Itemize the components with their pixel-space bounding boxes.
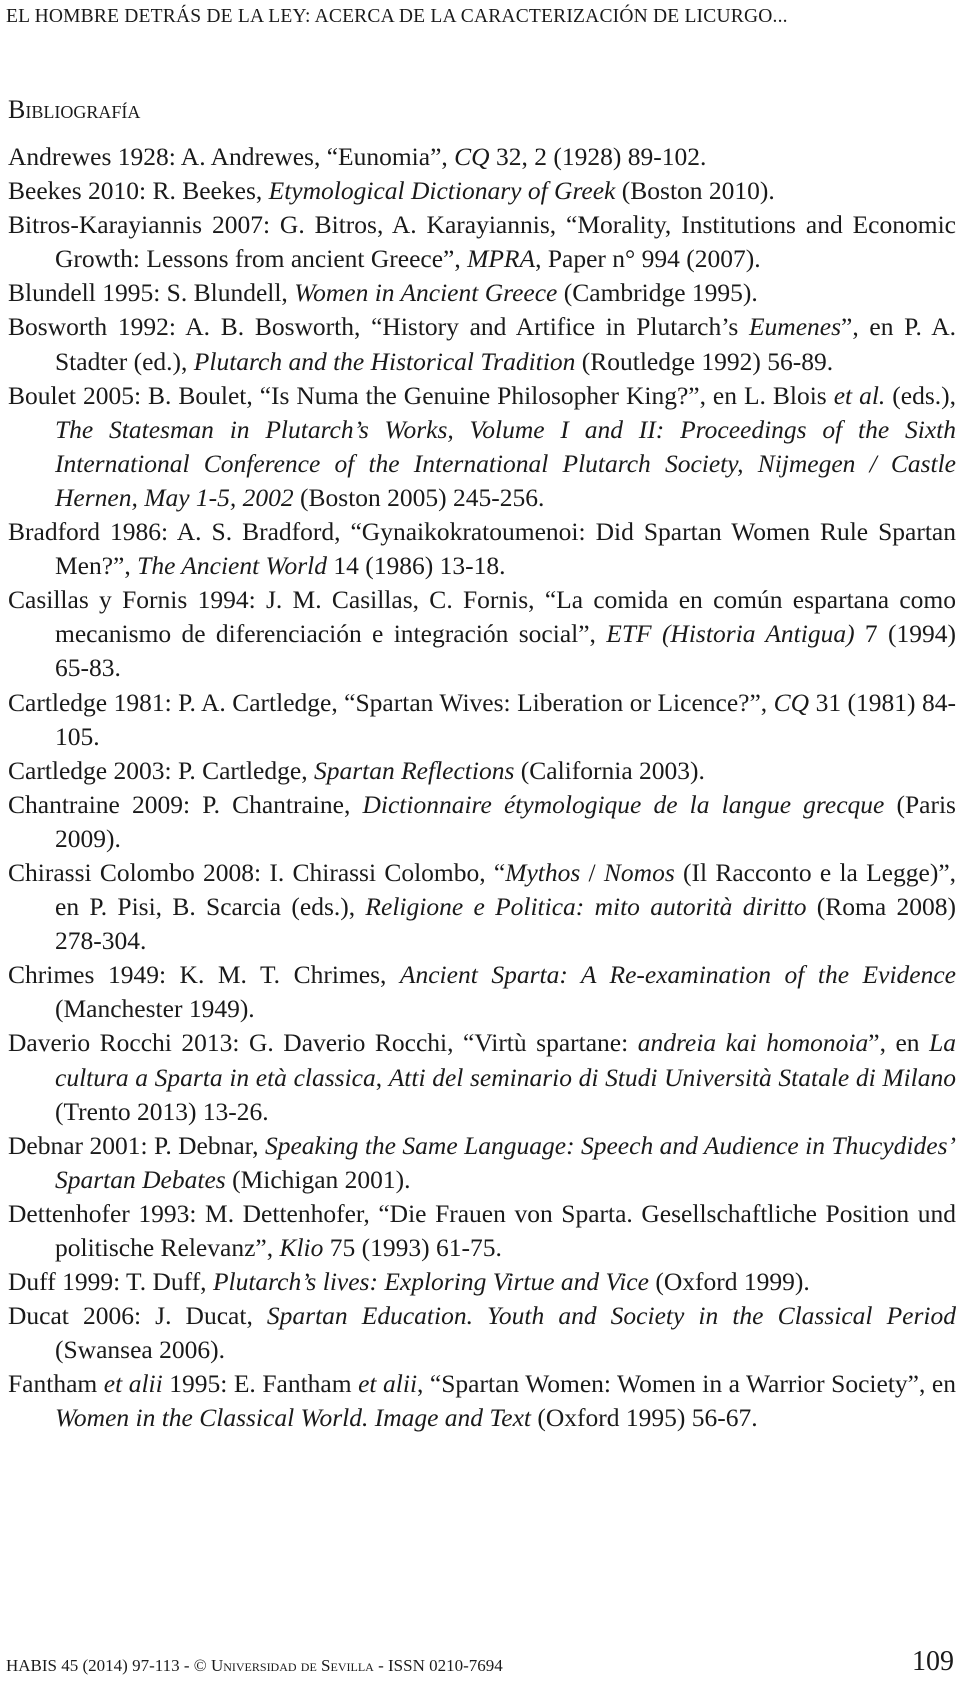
- entry-italic-text: et alii: [358, 1369, 418, 1399]
- bibliography-entry: [8, 958, 956, 1026]
- bibliography-entry: [8, 1026, 956, 1128]
- entry-text: (Oxford 1999).: [648, 1267, 810, 1297]
- bibliography-entry: [8, 379, 956, 515]
- bibliography-entry: [8, 174, 956, 208]
- bibliography-entry: [8, 140, 956, 174]
- entry-italic-text: ETF (Historia Antigua): [606, 619, 855, 649]
- entry-text: , Paper n° 994 (2007).: [535, 244, 761, 274]
- footer-publisher: Universidad de Sevilla: [210, 1656, 374, 1675]
- entry-italic-text: CQ: [773, 687, 810, 717]
- section-title: Bibliografía: [8, 95, 141, 124]
- bibliography-entry: [8, 856, 956, 958]
- entry-italic-text: Etymological Dictionary of Greek: [268, 176, 616, 206]
- entry-text: (Cambridge 1995).: [557, 278, 758, 308]
- entry-text: 75 (1993) 61-75.: [323, 1233, 502, 1262]
- entry-text: (Boston 2005) 245-256.: [293, 482, 545, 512]
- page-number: 109: [912, 1646, 954, 1677]
- entry-text: (Paris 2009).: [55, 789, 956, 853]
- entry-text: (Boston 2010).: [615, 176, 775, 206]
- entry-italic-text: andreia kai homonoia: [637, 1028, 869, 1058]
- entry-text: (Swansea 2006).: [55, 1335, 225, 1365]
- entry-italic-text: Eumenes: [748, 312, 842, 342]
- entry-text: Dettenhofer 1993: M. Dettenhofer, “Die Frauen von Sparta. Gesellschaftliche Position und politische Relevanz”,: [8, 1198, 956, 1262]
- entry-text: ”, en P. A. Stadter (ed.),: [55, 312, 956, 376]
- entry-italic-text: Klio: [279, 1233, 324, 1262]
- entry-text: 7 (1994) 65-83.: [55, 619, 956, 683]
- entry-italic-text: Speaking the Same Language: Speech and Audience in Thucydides’ Spartan Debates: [55, 1130, 956, 1194]
- entry-italic-text: CQ: [454, 142, 490, 171]
- footer-citation: [6, 1656, 503, 1676]
- entry-text: ,: [375, 1062, 389, 1092]
- entry-text: 14 (1986) 13-18.: [326, 551, 506, 581]
- bibliography-entry: [8, 310, 956, 378]
- entry-italic-text: Women in Ancient Greece: [294, 278, 558, 308]
- entry-text: (Michigan 2001).: [225, 1164, 411, 1194]
- entry-text: Blundell 1995: S. Blundell,: [8, 278, 295, 308]
- footer-journal: HABIS 45 (2014) 97-113 - ©: [6, 1656, 211, 1675]
- entry-text: Duff 1999: T. Duff,: [8, 1267, 213, 1297]
- entry-text: , “Spartan Women: Women in a Warrior Society”, en: [417, 1369, 956, 1399]
- entry-text: 31 (1981) 84-105.: [55, 687, 956, 751]
- bibliography-list: [8, 140, 956, 1436]
- bibliography-entry: [8, 515, 956, 583]
- entry-text: Bosworth 1992: A. B. Bosworth, “History and Artifice in Plutarch’s: [8, 312, 749, 342]
- entry-text: (eds.),: [885, 380, 956, 410]
- bibliography-entry: [8, 754, 956, 788]
- bibliography-entry: [8, 276, 956, 310]
- entry-text: (Roma 2008) 278-304.: [55, 892, 956, 956]
- entry-italic-text: Religione e Politica: mito autorità diritto: [365, 892, 807, 922]
- entry-italic-text: et al.: [833, 380, 886, 410]
- entry-italic-text: Mythos: [505, 857, 581, 887]
- entry-italic-text: Nomos: [603, 857, 675, 887]
- entry-text: Fantham: [8, 1369, 104, 1399]
- entry-text: 32, 2 (1928) 89-102.: [489, 142, 707, 171]
- footer-issn: - ISSN 0210-7694: [373, 1656, 503, 1675]
- entry-italic-text: La cultura a Sparta in età classica: [55, 1028, 956, 1092]
- bibliography-entry: [8, 1299, 956, 1367]
- entry-italic-text: Dictionnaire étymologique de la langue grecque: [362, 789, 885, 819]
- entry-text: (Routledge 1992) 56-89.: [575, 346, 834, 376]
- entry-text: Beekes 2010: R. Beekes,: [8, 176, 269, 206]
- entry-italic-text: Ancient Sparta: A Re-examination of the Evidence: [399, 960, 956, 990]
- entry-text: (Oxford 1995) 56-67.: [531, 1403, 758, 1433]
- entry-text: (California 2003).: [514, 755, 705, 785]
- entry-text: ”, en: [868, 1028, 930, 1058]
- entry-text: (Trento 2013) 13-26.: [55, 1096, 269, 1126]
- entry-text: Chantraine 2009: P. Chantraine,: [8, 789, 363, 819]
- entry-text: (Manchester 1949).: [55, 994, 255, 1024]
- entry-italic-text: Spartan Reflections: [313, 755, 515, 785]
- entry-text: Chirassi Colombo 2008: I. Chirassi Colombo, “: [8, 857, 506, 887]
- entry-text: Bradford 1986: A. S. Bradford, “Gynaikokratoumenoi: Did Spartan Women Rule Spartan Men?”,: [8, 517, 956, 581]
- entry-italic-text: et alii: [103, 1369, 163, 1399]
- entry-italic-text: Atti del seminario di Studi Università Statale di Milano: [388, 1062, 956, 1092]
- entry-text: Daverio Rocchi 2013: G. Daverio Rocchi, “Virtù spartane:: [8, 1028, 638, 1058]
- entry-italic-text: The Statesman in Plutarch’s Works, Volume I and II: Proceedings of the Sixth International Conference of the International Plutarch Society, Nijmegen / Castle Hernen, May 1-5, 2002: [55, 414, 956, 512]
- bibliography-entry: [8, 1197, 956, 1265]
- bibliography-entry: [8, 208, 956, 276]
- entry-text: 1995: E. Fantham: [162, 1369, 359, 1399]
- bibliography-entry: [8, 686, 956, 754]
- entry-text: Chrimes 1949: K. M. T. Chrimes,: [8, 960, 400, 990]
- entry-text: Bitros-Karayiannis 2007: G. Bitros, A. Karayiannis, “Morality, Institutions and Economic Growth: Lessons from ancient Greece”,: [8, 210, 956, 274]
- entry-italic-text: Plutarch’s lives: Exploring Virtue and Vice: [212, 1267, 649, 1297]
- entry-text: Boulet 2005: B. Boulet, “Is Numa the Genuine Philosopher King?”, en L. Blois: [8, 380, 834, 410]
- bibliography-entry: [8, 1367, 956, 1435]
- entry-text: Cartledge 1981: P. A. Cartledge, “Spartan Wives: Liberation or Licence?”,: [8, 687, 774, 717]
- entry-text: Debnar 2001: P. Debnar,: [8, 1130, 265, 1160]
- entry-italic-text: Plutarch and the Historical Tradition: [193, 346, 576, 376]
- entry-text: /: [580, 857, 604, 887]
- entry-text: Ducat 2006: J. Ducat,: [8, 1301, 267, 1331]
- bibliography-entry: [8, 788, 956, 856]
- entry-italic-text: Women in the Classical World. Image and Text: [55, 1403, 531, 1433]
- bibliography-entry: [8, 1265, 956, 1299]
- running-head: EL HOMBRE DETRÁS DE LA LEY: ACERCA DE LA CARACTERIZACIÓN DE LICURGO...: [6, 6, 788, 27]
- entry-italic-text: Spartan Education. Youth and Society in the Classical Period: [266, 1301, 956, 1331]
- entry-text: Casillas y Fornis 1994: J. M. Casillas, C. Fornis, “La comida en común espartana como mecanismo de diferenciación e integración social”,: [8, 585, 956, 649]
- entry-italic-text: The Ancient World: [137, 551, 327, 581]
- bibliography-entry: [8, 1129, 956, 1197]
- entry-italic-text: MPRA: [467, 244, 536, 274]
- bibliography-entry: [8, 583, 956, 685]
- entry-text: (Il Racconto e la Legge)”, en P. Pisi, B. Scarcia (eds.),: [55, 857, 957, 922]
- entry-text: Cartledge 2003: P. Cartledge,: [8, 755, 314, 785]
- entry-text: Andrewes 1928: A. Andrewes, “Eunomia”,: [8, 142, 455, 171]
